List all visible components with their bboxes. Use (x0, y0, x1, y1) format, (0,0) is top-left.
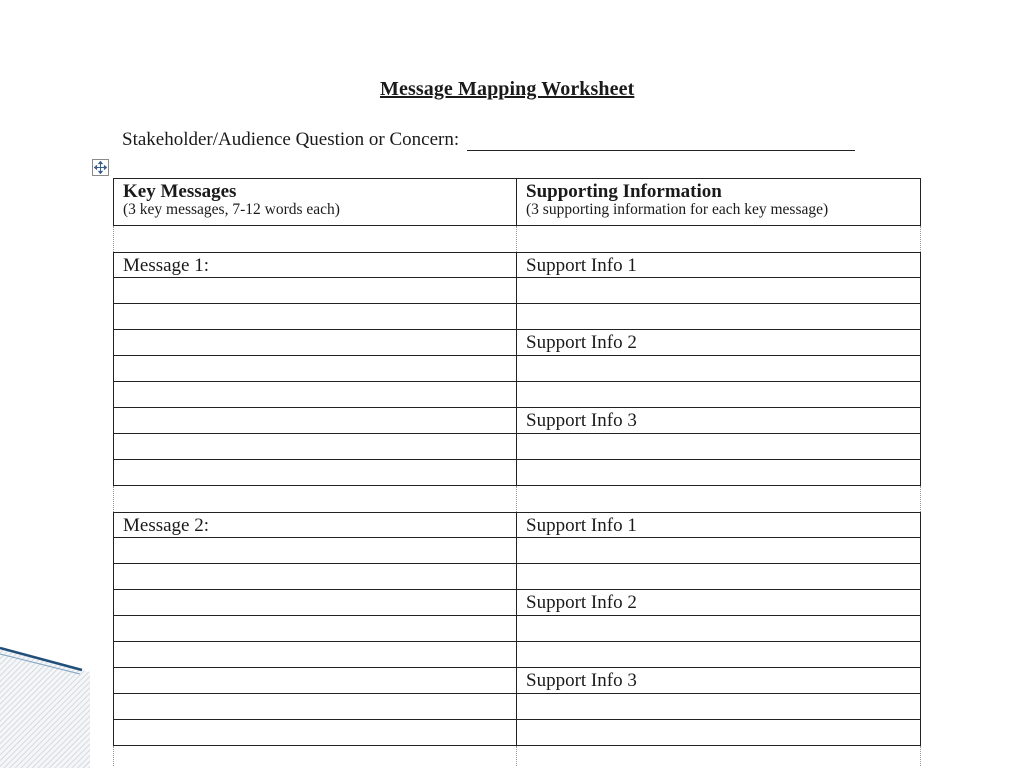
spacer-cell (114, 486, 517, 512)
message-1-line[interactable] (114, 330, 517, 355)
table-row (113, 330, 921, 356)
table-row (113, 564, 921, 590)
spacer-row (113, 746, 921, 766)
table-row (113, 382, 921, 408)
table-row (113, 720, 921, 746)
support-line[interactable] (517, 642, 920, 667)
message-2-line[interactable] (114, 642, 517, 667)
message-2-line[interactable] (114, 538, 517, 563)
message-map-table (113, 178, 921, 766)
support-line[interactable] (517, 720, 920, 745)
spacer-cell (517, 226, 920, 252)
support-line[interactable] (517, 434, 920, 459)
message-1-line[interactable] (114, 382, 517, 407)
support-line[interactable] (517, 382, 920, 407)
table-row (113, 408, 921, 434)
message-2-line[interactable] (114, 720, 517, 745)
spacer-cell (114, 226, 517, 252)
spacer-row (113, 486, 921, 512)
support-line[interactable] (517, 304, 920, 329)
message-2-line[interactable] (114, 616, 517, 641)
header-supporting-info-subtitle: (3 supporting information for each key message) (526, 201, 829, 218)
question-answer-blank[interactable] (467, 130, 855, 151)
message-2-support-1-label[interactable]: Support Info 1 (526, 515, 637, 536)
message-1-line[interactable] (114, 460, 517, 485)
slide-corner-decoration (0, 630, 90, 768)
message-2-support-3-label[interactable]: Support Info 3 (526, 670, 637, 691)
table-row (113, 694, 921, 720)
table-row (113, 278, 921, 304)
table-row (113, 642, 921, 668)
message-1-line[interactable] (114, 304, 517, 329)
header-key-messages-title: Key Messages (123, 181, 237, 202)
table-row (113, 616, 921, 642)
table-row (113, 304, 921, 330)
support-line[interactable] (517, 460, 920, 485)
message-1-support-3-label[interactable]: Support Info 3 (526, 410, 637, 431)
support-line[interactable] (517, 564, 920, 589)
message-1-line[interactable] (114, 408, 517, 433)
message-1-line[interactable] (114, 278, 517, 303)
message-1-line[interactable] (114, 356, 517, 381)
table-row (113, 356, 921, 382)
worksheet-title: Message Mapping Worksheet (380, 78, 635, 100)
table-row (113, 460, 921, 486)
table-row (113, 512, 921, 538)
message-1-label[interactable]: Message 1: (114, 253, 517, 277)
spacer-cell (517, 746, 920, 766)
message-2-line[interactable] (114, 668, 517, 693)
support-line[interactable] (517, 538, 920, 563)
table-header-row (113, 178, 921, 226)
message-1-line[interactable] (114, 434, 517, 459)
message-2-line[interactable] (114, 590, 517, 615)
message-2-support-2-label[interactable]: Support Info 2 (526, 592, 637, 613)
spacer-row (113, 226, 921, 252)
question-label: Stakeholder/Audience Question or Concern: (122, 129, 460, 150)
header-supporting-info-title: Supporting Information (526, 181, 722, 202)
message-1-support-2-label[interactable]: Support Info 2 (526, 332, 637, 353)
message-2-line[interactable] (114, 694, 517, 719)
header-key-messages-subtitle: (3 key messages, 7-12 words each) (123, 201, 340, 218)
support-line[interactable] (517, 356, 920, 381)
header-key-messages (114, 179, 517, 225)
move-arrows-icon[interactable] (92, 159, 109, 176)
message-2-line[interactable] (114, 564, 517, 589)
table-row (113, 668, 921, 694)
spacer-cell (114, 746, 517, 766)
question-line (122, 129, 855, 151)
support-line[interactable] (517, 694, 920, 719)
table-row (113, 538, 921, 564)
message-1-support-1-label[interactable]: Support Info 1 (526, 255, 637, 276)
header-supporting-info (517, 179, 920, 225)
support-line[interactable] (517, 278, 920, 303)
table-row (113, 590, 921, 616)
spacer-cell (517, 486, 920, 512)
table-row (113, 252, 921, 278)
message-2-label[interactable]: Message 2: (114, 513, 517, 537)
table-row (113, 434, 921, 460)
support-line[interactable] (517, 616, 920, 641)
